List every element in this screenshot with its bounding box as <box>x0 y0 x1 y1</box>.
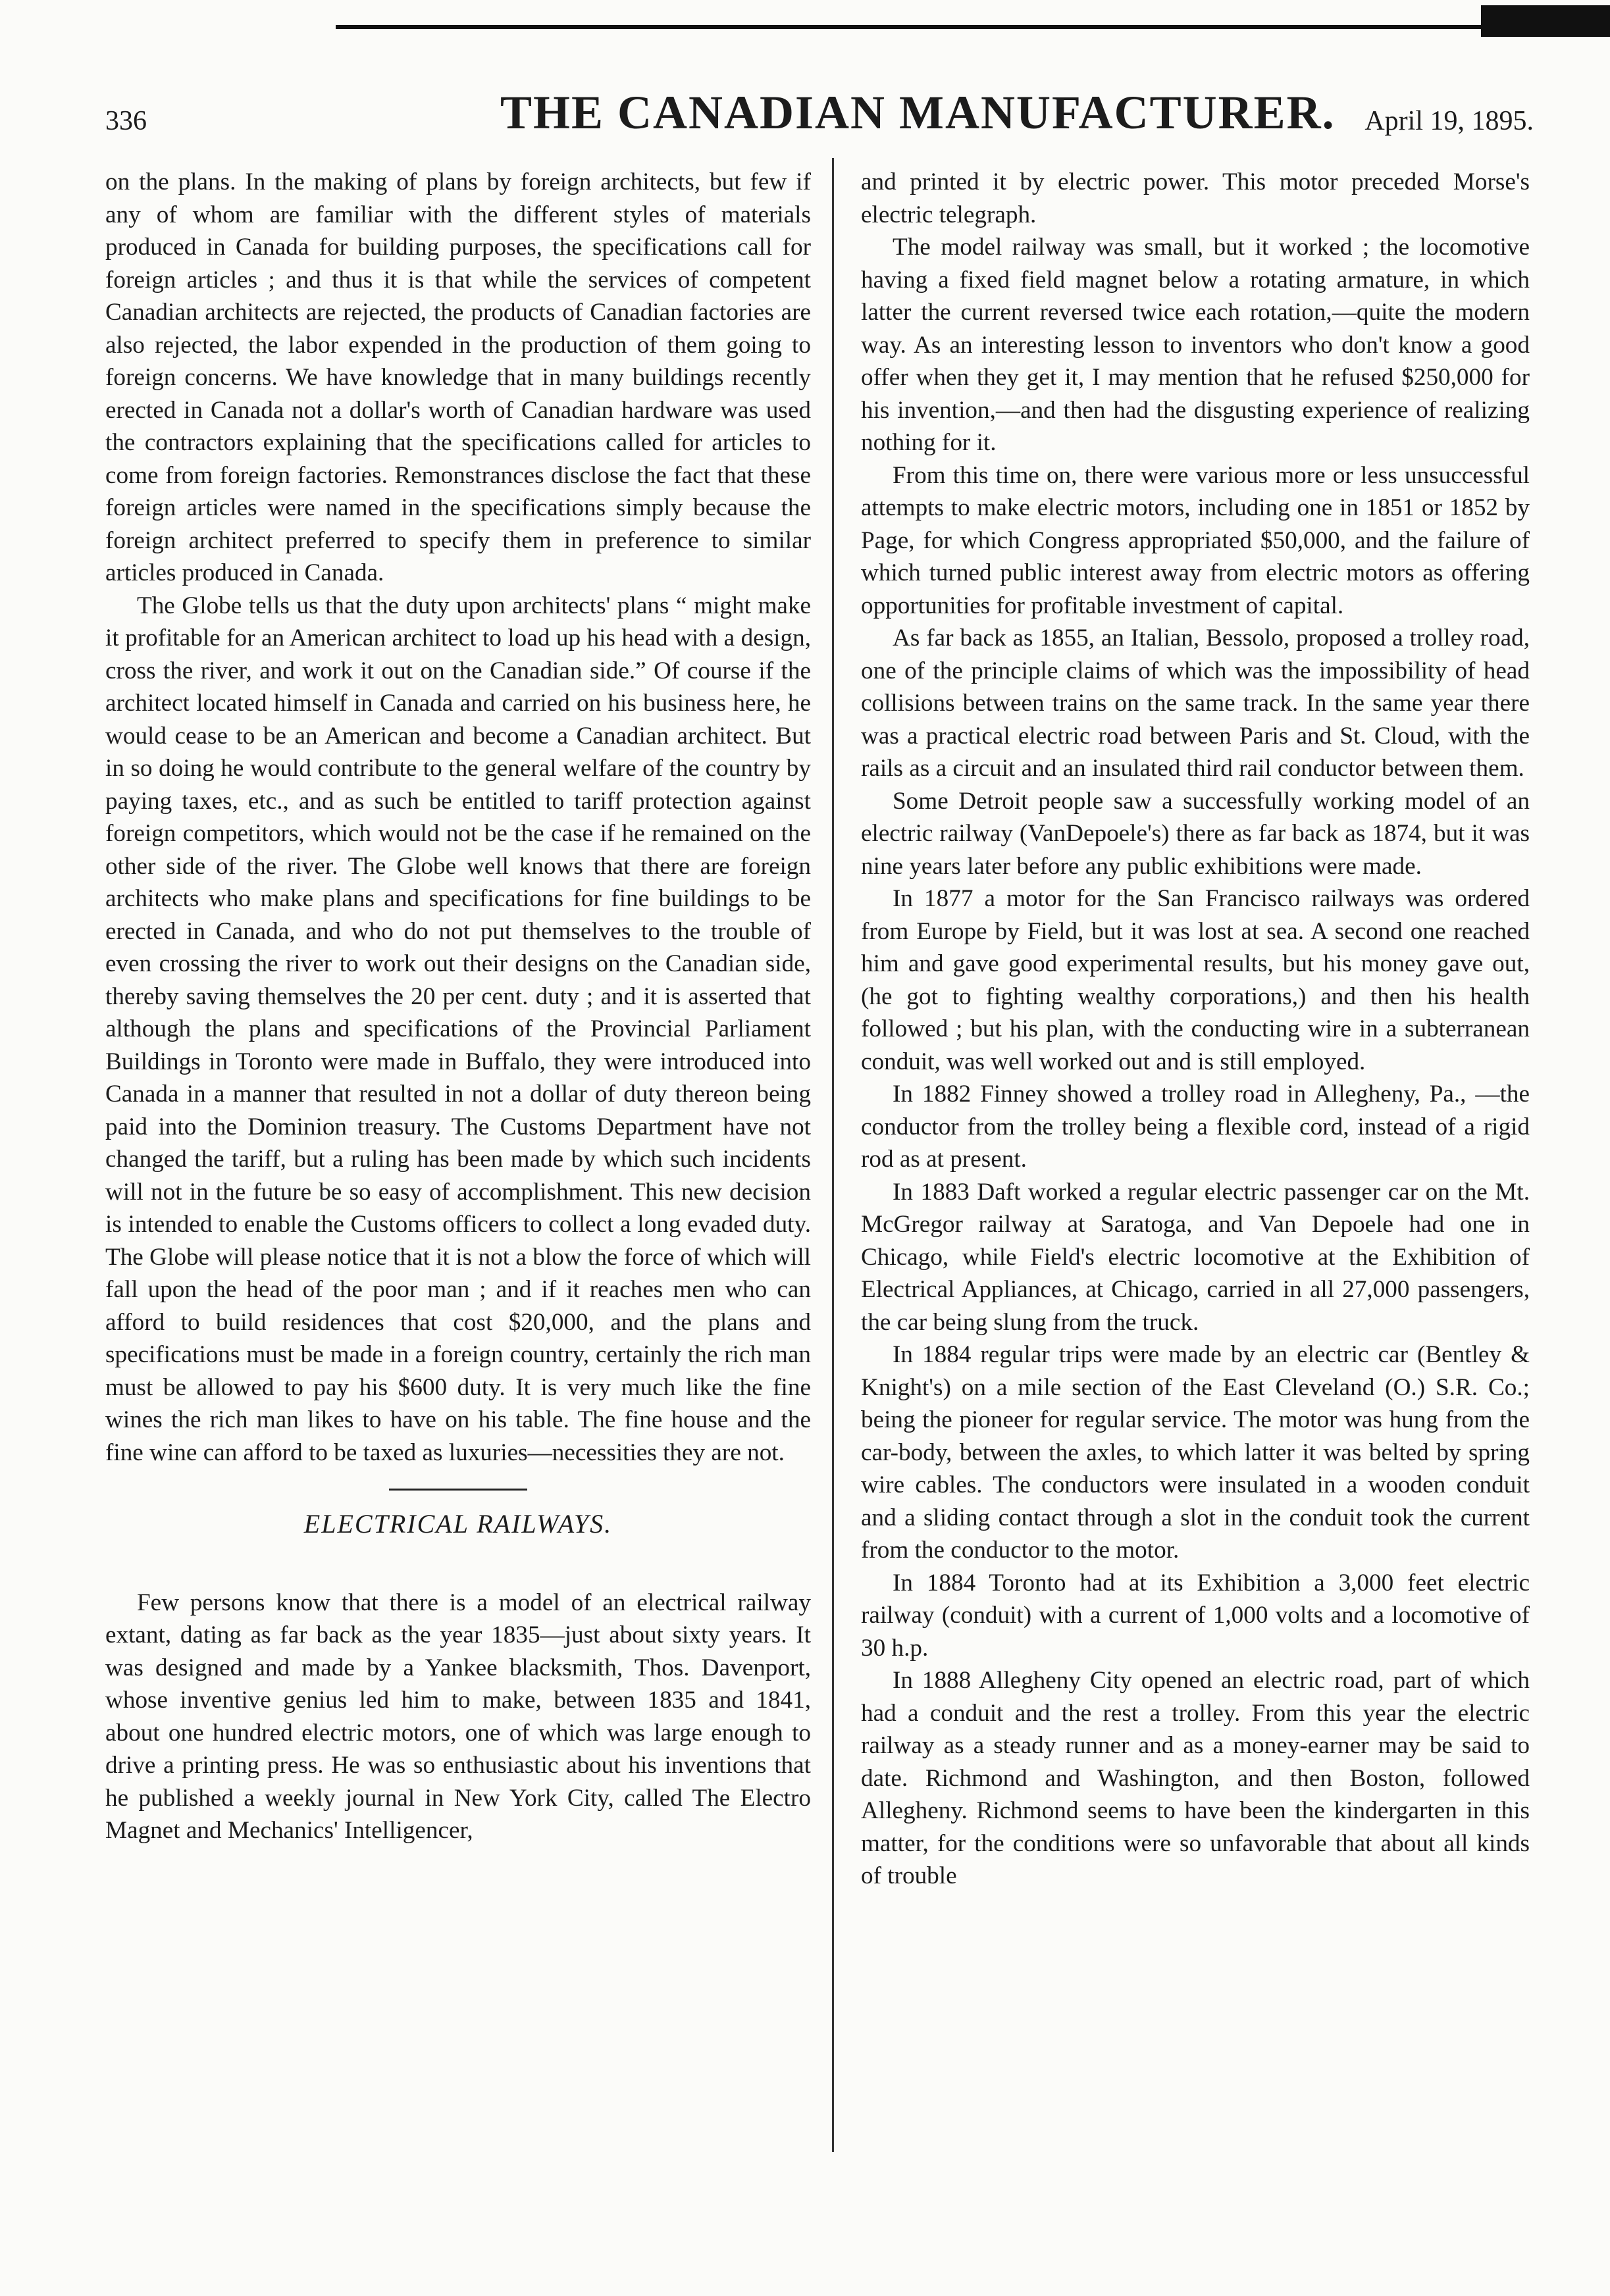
right-column <box>861 166 1530 1893</box>
page-header <box>105 86 1534 145</box>
paragraph: As far back as 1855, an Italian, Bessolo, proposed a trolley road, one of the principle claims of which was the impossibility of head collisions between trains on the same track. In the same year there was a practical electric road between Paris and St. Cloud, with the rails as a circuit and an insulated third rail conductor between them. <box>861 625 1530 782</box>
page-number: 336 <box>105 106 147 136</box>
journal-title: THE CANADIAN MANUFACTURER. <box>500 86 1336 139</box>
paragraph: In 1884 Toronto had at its Exhibition a 3,000 feet electric railway (conduit) with a current of 1,000 volts and a locomotive of 30 h.p. <box>861 1569 1530 1662</box>
left-column <box>105 166 811 1847</box>
paragraph: In 1882 Finney showed a trolley road in Allegheny, Pa., —the conductor from the trolley being a flexible cord, instead of a rigid rod as at present. <box>861 1081 1530 1173</box>
paragraph: and printed it by electric power. This motor preceded Morse's electric telegraph. <box>861 168 1530 228</box>
paragraph: The Globe tells us that the duty upon architects' plans “ might make it profitable for an American architect to load up his head with a design, cross the river, and work it out on the Canadian side.” Of course if the architect located himself in Canada and carried on his business here, he would cease to be an American and become a Canadian architect. But in so doing he would contribute to the general welfare of the country by paying taxes, etc., and as such be entitled to tariff protection against foreign competitors, which would not be the case if he remained on the other side of the river. The Globe well knows that there are foreign architects who make plans and specifications for fine buildings to be erected in Canada, and who do not put themselves to the trouble of even crossing the river to work out their designs on the Canadian side, thereby saving themselves the 20 per cent. duty ; and it is asserted that although the plans and specifications of the Provincial Parliament Buildings in Toronto were made in Buffalo, they were introduced into Canada in a manner that resulted in not a dollar of duty thereon being paid into the Dominion treasury. The Customs Department have not changed the tariff, but a ruling has been made by which such incidents will not in the future be so easy of accomplishment. This new decision is intended to enable the Customs officers to collect a long evaded duty. The Globe will please notice that it is not a blow the force of which will fall upon the head of the poor man ; and if it reaches men who can afford to build residences that cost $20,000, and the plans and specifications must be made in a foreign country, certainly the rich man must be allowed to pay his $600 duty. It is very much like the fine wines the rich man likes to have on his table. The fine house and the fine wine can afford to be taxed as luxuries—necessities they are not. <box>105 592 811 1466</box>
column-divider <box>832 158 834 2152</box>
top-rule-edge <box>1481 5 1610 37</box>
top-rule <box>336 25 1610 29</box>
paragraph: Few persons know that there is a model of an electrical railway extant, dating as far back as the year 1835—just about sixty years. It was designed and made by a Yankee blacksmith, Thos. Davenport, whose inventive genius led him to make, between 1835 and 1841, about one hundred electric motors, one of which was large enough to drive a printing press. He was so enthusiastic about his inventions that he published a weekly journal in New York City, called The Electro Magnet and Mechanics' Intelligencer, <box>105 1589 811 1844</box>
paragraph: Some Detroit people saw a successfully working model of an electric railway (VanDepoele's) there as far back as 1874, but it was nine years later before any public exhibitions were made. <box>861 787 1530 880</box>
section-divider <box>389 1489 527 1491</box>
paragraph: In 1884 regular trips were made by an electric car (Bentley & Knight's) on a mile section of the East Cleveland (O.) S.R. Co.; being the pioneer for regular service. The motor was hung from the car-body, between the axles, to which latter it was belted by spring wire cables. The conductors were insulated in a wooden conduit and a sliding contact through a slot in the conduit took the current from the conductor to the motor. <box>861 1341 1530 1564</box>
paragraph: From this time on, there were various more or less unsuccessful attempts to make electric motors, including one in 1851 or 1852 by Page, for which Congress appropriated $50,000, and the failure of which turned public interest away from electric motors as offering opportunities for profitable investment of capital. <box>861 461 1530 619</box>
issue-date: April 19, 1895. <box>1364 106 1534 136</box>
paragraph: In 1888 Allegheny City opened an electric road, part of which had a conduit and the rest a trolley. From this year the electric railway as a steady runner and as a money-earner may be said to date. Richmond and Washington, and then Boston, followed Allegheny. Richmond seems to have been the kindergarten in this matter, for the conditions were so unfavorable that about all kinds of trouble <box>861 1667 1530 1889</box>
paragraph: In 1877 a motor for the San Francisco railways was ordered from Europe by Field, but it was lost at sea. A second one reached him and gave good experimental results, but his money gave out, (he got to fighting wealthy corporations,) and then his health followed ; but his plan, with the conducting wire in a subterranean conduit, was well worked out and is still employed. <box>861 885 1530 1075</box>
paragraph: The model railway was small, but it worked ; the locomotive having a fixed field magnet below a rotating armature, in which latter the current reversed twice each rotation,—quite the modern way. As an interesting lesson to inventors who don't know a good offer when they get it, I may mention that he refused $250,000 for his invention,—and then had the disgusting experience of realizing nothing for it. <box>861 234 1530 456</box>
paragraph: In 1883 Daft worked a regular electric passenger car on the Mt. McGregor railway at Saratoga, and Van Depoele had one in Chicago, while Field's electric locomotive at the Exhibition of Electrical Appliances, at Chicago, carried in all 27,000 passengers, the car being slung from the truck. <box>861 1178 1530 1336</box>
section-title: ELECTRICAL RAILWAYS. <box>303 1509 613 1539</box>
paragraph: on the plans. In the making of plans by foreign architects, but few if any of whom are familiar with the different styles of materials produced in Canada for building purposes, the specifications call for foreign articles ; and thus it is that while the services of competent Canadian architects are rejected, the products of Canadian factories are also rejected, the labor expended in the production of them going to foreign concerns. We have knowledge that in many buildings recently erected in Canada not a dollar's worth of Canadian hardware was used the contractors explaining that the specifications called for articles to come from foreign factories. Remonstrances disclose the fact that these foreign articles were named in the specifications simply because the foreign architect preferred to specify them in preference to similar articles produced in Canada. <box>105 168 811 586</box>
